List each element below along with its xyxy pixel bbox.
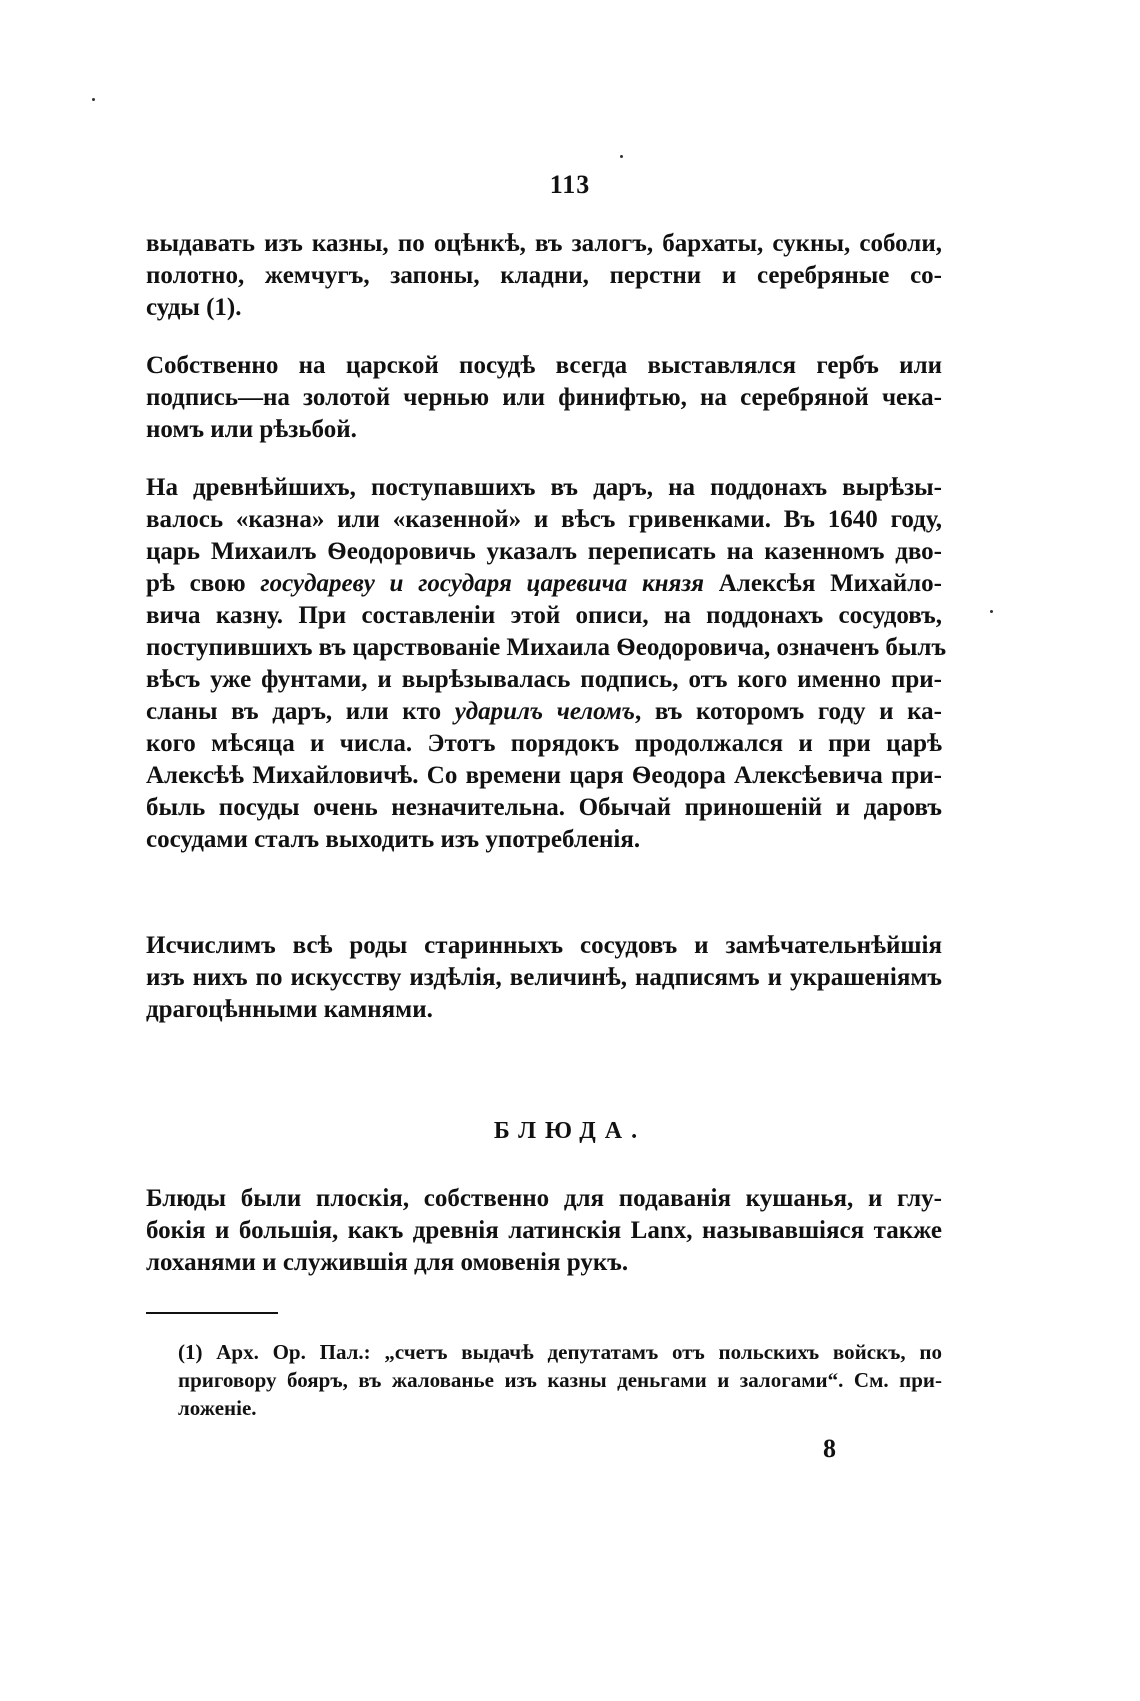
signature-mark: 8 [823, 1434, 836, 1463]
text-line: изъ нихъ по искусству издѣлія, величинѣ, надписямъ и украшеніямъ [146, 964, 942, 991]
text-run: , въ которомъ году и ка- [634, 698, 942, 725]
text-line: подпись—на золотой чернью или финифтью, на серебряной чека- [146, 384, 942, 411]
paragraph-1 [146, 228, 942, 324]
text-line: драгоцѣнными камнями. [146, 996, 433, 1023]
text-line: Алексѣѣ Михайловичѣ. Со времени царя Ѳеодора Алексѣевича при- [146, 762, 942, 789]
footnote-rule [146, 1312, 278, 1314]
text-run: сланы въ даръ, или кто [146, 698, 455, 725]
section-heading: БЛЮДА. [493, 1118, 647, 1144]
text-line: Собственно на царской посудѣ всегда выставлялся гербъ или [146, 352, 942, 379]
text-line [146, 568, 942, 600]
text-line: выдавать изъ казны, по оцѣнкѣ, въ залогъ, бархаты, сукны, соболи, [146, 230, 942, 257]
text-line: сосудами сталъ выходить изъ употребленія. [146, 826, 641, 853]
italic-phrase: государеву и государя царевича князя [260, 570, 705, 597]
text-line: номъ или рѣзьбой. [146, 416, 357, 443]
text-line: лоханями и служившія для омовенія рукъ. [146, 1249, 629, 1276]
paragraph-4 [146, 930, 942, 1026]
page-number: 113 [549, 170, 591, 199]
text-line: бокія и большія, какъ древнія латинскія Lanx, называвшіяся также [146, 1217, 942, 1244]
text-line: поступившихъ въ царствованіе Михаила Ѳеодоровича, означенъ былъ [146, 634, 947, 661]
paragraph-3 [146, 472, 947, 856]
text-line: Блюды были плоскія, собственно для подаванія кушанья, и глу- [146, 1185, 942, 1212]
text-line: вѣсъ уже фунтами, и вырѣзывалась подпись, отъ кого именно при- [146, 666, 942, 693]
text-run: Алексѣя Михайло- [704, 570, 942, 597]
text-run: рѣ свою [146, 570, 261, 597]
text-line: На древнѣйшихъ, поступавшихъ въ даръ, на поддонахъ вырѣзы- [146, 474, 942, 501]
text-line: Исчислимъ всѣ роды старинныхъ сосудовъ и замѣчательнѣйшія [146, 932, 942, 959]
text-line: кого мѣсяца и числа. Этотъ порядокъ продолжался и при царѣ [146, 730, 942, 757]
text-line: быль посуды очень незначительна. Обычай приношеній и даровъ [146, 794, 942, 821]
footnote-line: приговору бояръ, въ жалованье изъ казны деньгами и залогами“. См. при- [178, 1368, 942, 1392]
text-line: вича казну. При составленіи этой описи, на поддонахъ сосудовъ, [146, 602, 942, 629]
footnote-line: ложеніе. [178, 1396, 257, 1420]
italic-phrase: ударилъ челомъ [454, 698, 635, 725]
print-speck [620, 155, 623, 158]
text-line: суды (1). [146, 294, 242, 321]
paragraph-2 [146, 350, 942, 446]
text-line: царь Михаилъ Ѳеодоровичь указалъ переписать на казенномъ дво- [146, 538, 942, 565]
footnote-line: (1) Арх. Ор. Пал.: „счетъ выдачѣ депутатамъ отъ польскихъ войскъ, по [178, 1340, 942, 1364]
text-line [146, 696, 942, 728]
paragraph-5 [146, 1183, 942, 1279]
print-speck [92, 98, 95, 101]
print-speck [990, 610, 993, 613]
text-line: валось «казна» или «казенной» и вѣсъ гривенками. Въ 1640 году, [146, 506, 942, 533]
footnote [178, 1338, 942, 1422]
text-line: полотно, жемчугъ, запоны, кладни, перстни и серебряные со- [146, 262, 942, 289]
